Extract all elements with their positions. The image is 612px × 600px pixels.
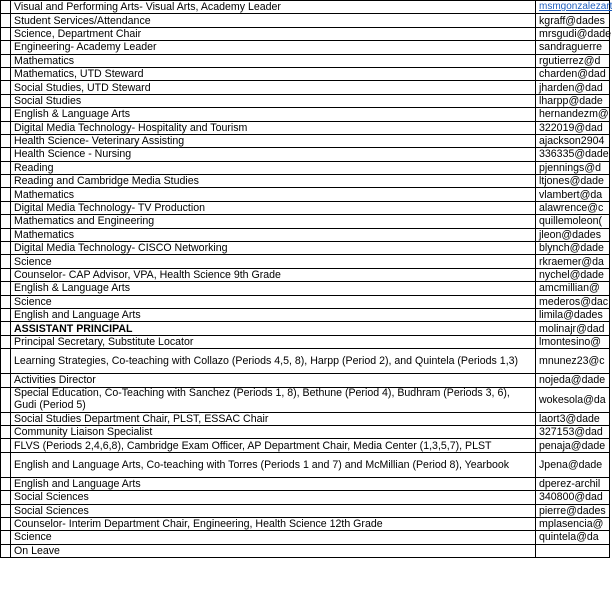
table-row (1, 175, 610, 188)
row-gutter-cell (1, 1, 11, 14)
role-cell: Community Liaison Specialist (11, 425, 536, 438)
role-cell: Science (11, 255, 536, 268)
table-row (1, 268, 610, 281)
role-cell: Counselor- CAP Advisor, VPA, Health Science 9th Grade (11, 268, 536, 281)
table-row (1, 148, 610, 161)
email-cell: pierre@dades (536, 504, 610, 517)
role-cell: Engineering- Academy Leader (11, 41, 536, 54)
row-gutter-cell (1, 228, 11, 241)
role-cell: Social Sciences (11, 504, 536, 517)
table-row (1, 491, 610, 504)
email-cell: penaja@dade (536, 439, 610, 452)
row-gutter-cell (1, 544, 11, 557)
row-gutter-cell (1, 81, 11, 94)
table-row (1, 425, 610, 438)
table-body (1, 1, 610, 558)
row-gutter-cell (1, 242, 11, 255)
table-row (1, 255, 610, 268)
role-cell: Special Education, Co-Teaching with Sanchez (Periods 1, 8), Bethune (Period 4), Budhram (Periods 3, 6), Gudi (Period 5) (11, 387, 536, 412)
table-row (1, 387, 610, 412)
role-cell: Social Studies Department Chair, PLST, ESSAC Chair (11, 412, 536, 425)
email-cell: 322019@dad (536, 121, 610, 134)
email-cell: sandraguerre (536, 41, 610, 54)
row-gutter-cell (1, 255, 11, 268)
role-cell: Activities Director (11, 374, 536, 387)
row-gutter-cell (1, 374, 11, 387)
email-cell (536, 544, 610, 557)
table-row (1, 215, 610, 228)
table-row (1, 349, 610, 374)
email-cell: pjennings@d (536, 161, 610, 174)
email-cell: limila@dades (536, 308, 610, 321)
table-row (1, 81, 610, 94)
email-cell: quintela@da (536, 531, 610, 544)
row-gutter-cell (1, 268, 11, 281)
table-row (1, 504, 610, 517)
email-cell: rgutierrez@d (536, 54, 610, 67)
role-cell: ASSISTANT PRINCIPAL (11, 322, 536, 335)
role-cell: Mathematics (11, 188, 536, 201)
row-gutter-cell (1, 349, 11, 374)
row-gutter-cell (1, 161, 11, 174)
row-gutter-cell (1, 27, 11, 40)
row-gutter-cell (1, 134, 11, 147)
row-gutter-cell (1, 531, 11, 544)
role-cell: Science, Department Chair (11, 27, 536, 40)
row-gutter-cell (1, 215, 11, 228)
email-cell: blynch@dade (536, 242, 610, 255)
email-cell: Jpena@dade (536, 452, 610, 477)
email-cell: nojeda@dade (536, 374, 610, 387)
row-gutter-cell (1, 108, 11, 121)
email-cell[interactable]: msmgonzalezart (536, 1, 610, 14)
email-cell: nychel@dade (536, 268, 610, 281)
email-cell: alawrence@c (536, 201, 610, 214)
row-gutter-cell (1, 452, 11, 477)
row-gutter-cell (1, 201, 11, 214)
role-cell: English and Language Arts (11, 477, 536, 490)
table-row (1, 374, 610, 387)
email-cell: lmontesino@ (536, 335, 610, 348)
email-cell: kgraff@dades (536, 14, 610, 27)
role-cell: Science (11, 531, 536, 544)
row-gutter-cell (1, 175, 11, 188)
role-cell: Health Science - Nursing (11, 148, 536, 161)
email-cell: ltjones@dade (536, 175, 610, 188)
role-cell: Student Services/Attendance (11, 14, 536, 27)
role-cell: Digital Media Technology- TV Production (11, 201, 536, 214)
email-cell: wokesola@da (536, 387, 610, 412)
row-gutter-cell (1, 121, 11, 134)
table-row (1, 439, 610, 452)
table-row (1, 54, 610, 67)
email-cell: mederos@dac (536, 295, 610, 308)
role-cell: English & Language Arts (11, 282, 536, 295)
role-cell: Mathematics (11, 54, 536, 67)
table-row (1, 108, 610, 121)
row-gutter-cell (1, 148, 11, 161)
role-cell: English & Language Arts (11, 108, 536, 121)
table-row (1, 161, 610, 174)
table-row (1, 335, 610, 348)
role-cell: English and Language Arts, Co-teaching with Torres (Periods 1 and 7) and McMillian (Period 8), Yearbook (11, 452, 536, 477)
role-cell: Digital Media Technology- CISCO Networking (11, 242, 536, 255)
table-row (1, 228, 610, 241)
row-gutter-cell (1, 295, 11, 308)
row-gutter-cell (1, 188, 11, 201)
table-row (1, 14, 610, 27)
email-cell: mrsgudi@dade (536, 27, 610, 40)
table-row (1, 517, 610, 530)
table-row (1, 452, 610, 477)
table-row (1, 27, 610, 40)
email-cell: jharden@dad (536, 81, 610, 94)
email-cell: charden@dad (536, 67, 610, 80)
role-cell: Visual and Performing Arts- Visual Arts, Academy Leader (11, 1, 536, 14)
role-cell: Social Studies, UTD Steward (11, 81, 536, 94)
table-row (1, 188, 610, 201)
role-cell: On Leave (11, 544, 536, 557)
role-cell: Reading and Cambridge Media Studies (11, 175, 536, 188)
row-gutter-cell (1, 308, 11, 321)
table-row (1, 282, 610, 295)
table-row (1, 308, 610, 321)
role-cell: Social Studies (11, 94, 536, 107)
row-gutter-cell (1, 54, 11, 67)
row-gutter-cell (1, 439, 11, 452)
role-cell: Science (11, 295, 536, 308)
role-cell: Mathematics and Engineering (11, 215, 536, 228)
email-cell: dperez-archil (536, 477, 610, 490)
email-cell: laort3@dade (536, 412, 610, 425)
table-row (1, 201, 610, 214)
row-gutter-cell (1, 282, 11, 295)
email-cell: 340800@dad (536, 491, 610, 504)
role-cell: FLVS (Periods 2,4,6,8), Cambridge Exam Officer, AP Department Chair, Media Center (1,3,5,7), PLST (11, 439, 536, 452)
table-row (1, 477, 610, 490)
role-cell: Mathematics, UTD Steward (11, 67, 536, 80)
email-cell: 336335@dade (536, 148, 610, 161)
table-row (1, 242, 610, 255)
table-row (1, 67, 610, 80)
row-gutter-cell (1, 94, 11, 107)
email-cell: hernandezm@ (536, 108, 610, 121)
role-cell: Learning Strategies, Co-teaching with Collazo (Periods 4,5, 8), Harpp (Period 2), and Quintela (Periods 1,3) (11, 349, 536, 374)
role-cell: Principal Secretary, Substitute Locator (11, 335, 536, 348)
role-cell: Mathematics (11, 228, 536, 241)
email-cell: mnunez23@c (536, 349, 610, 374)
table-row (1, 412, 610, 425)
email-cell: jleon@dades (536, 228, 610, 241)
role-cell: Social Sciences (11, 491, 536, 504)
table-row (1, 41, 610, 54)
table-row (1, 295, 610, 308)
role-cell: Reading (11, 161, 536, 174)
email-cell: amcmillian@ (536, 282, 610, 295)
table-row (1, 94, 610, 107)
row-gutter-cell (1, 387, 11, 412)
row-gutter-cell (1, 425, 11, 438)
email-cell: ajackson2904 (536, 134, 610, 147)
email-cell: 327153@dad (536, 425, 610, 438)
role-cell: Digital Media Technology- Hospitality and Tourism (11, 121, 536, 134)
email-cell: molinajr@dad (536, 322, 610, 335)
table-row (1, 134, 610, 147)
table-row (1, 121, 610, 134)
table-row (1, 322, 610, 335)
table-row (1, 531, 610, 544)
row-gutter-cell (1, 41, 11, 54)
email-cell: mplasencia@ (536, 517, 610, 530)
row-gutter-cell (1, 412, 11, 425)
email-cell: vlambert@da (536, 188, 610, 201)
email-cell: lharpp@dade (536, 94, 610, 107)
table-row (1, 544, 610, 557)
role-cell: Counselor- Interim Department Chair, Engineering, Health Science 12th Grade (11, 517, 536, 530)
email-cell: quillemoleon( (536, 215, 610, 228)
row-gutter-cell (1, 67, 11, 80)
table-row (1, 1, 610, 14)
email-cell: rkraemer@da (536, 255, 610, 268)
row-gutter-cell (1, 491, 11, 504)
row-gutter-cell (1, 14, 11, 27)
row-gutter-cell (1, 322, 11, 335)
row-gutter-cell (1, 517, 11, 530)
row-gutter-cell (1, 504, 11, 517)
role-cell: Health Science- Veterinary Assisting (11, 134, 536, 147)
row-gutter-cell (1, 477, 11, 490)
row-gutter-cell (1, 335, 11, 348)
role-cell: English and Language Arts (11, 308, 536, 321)
